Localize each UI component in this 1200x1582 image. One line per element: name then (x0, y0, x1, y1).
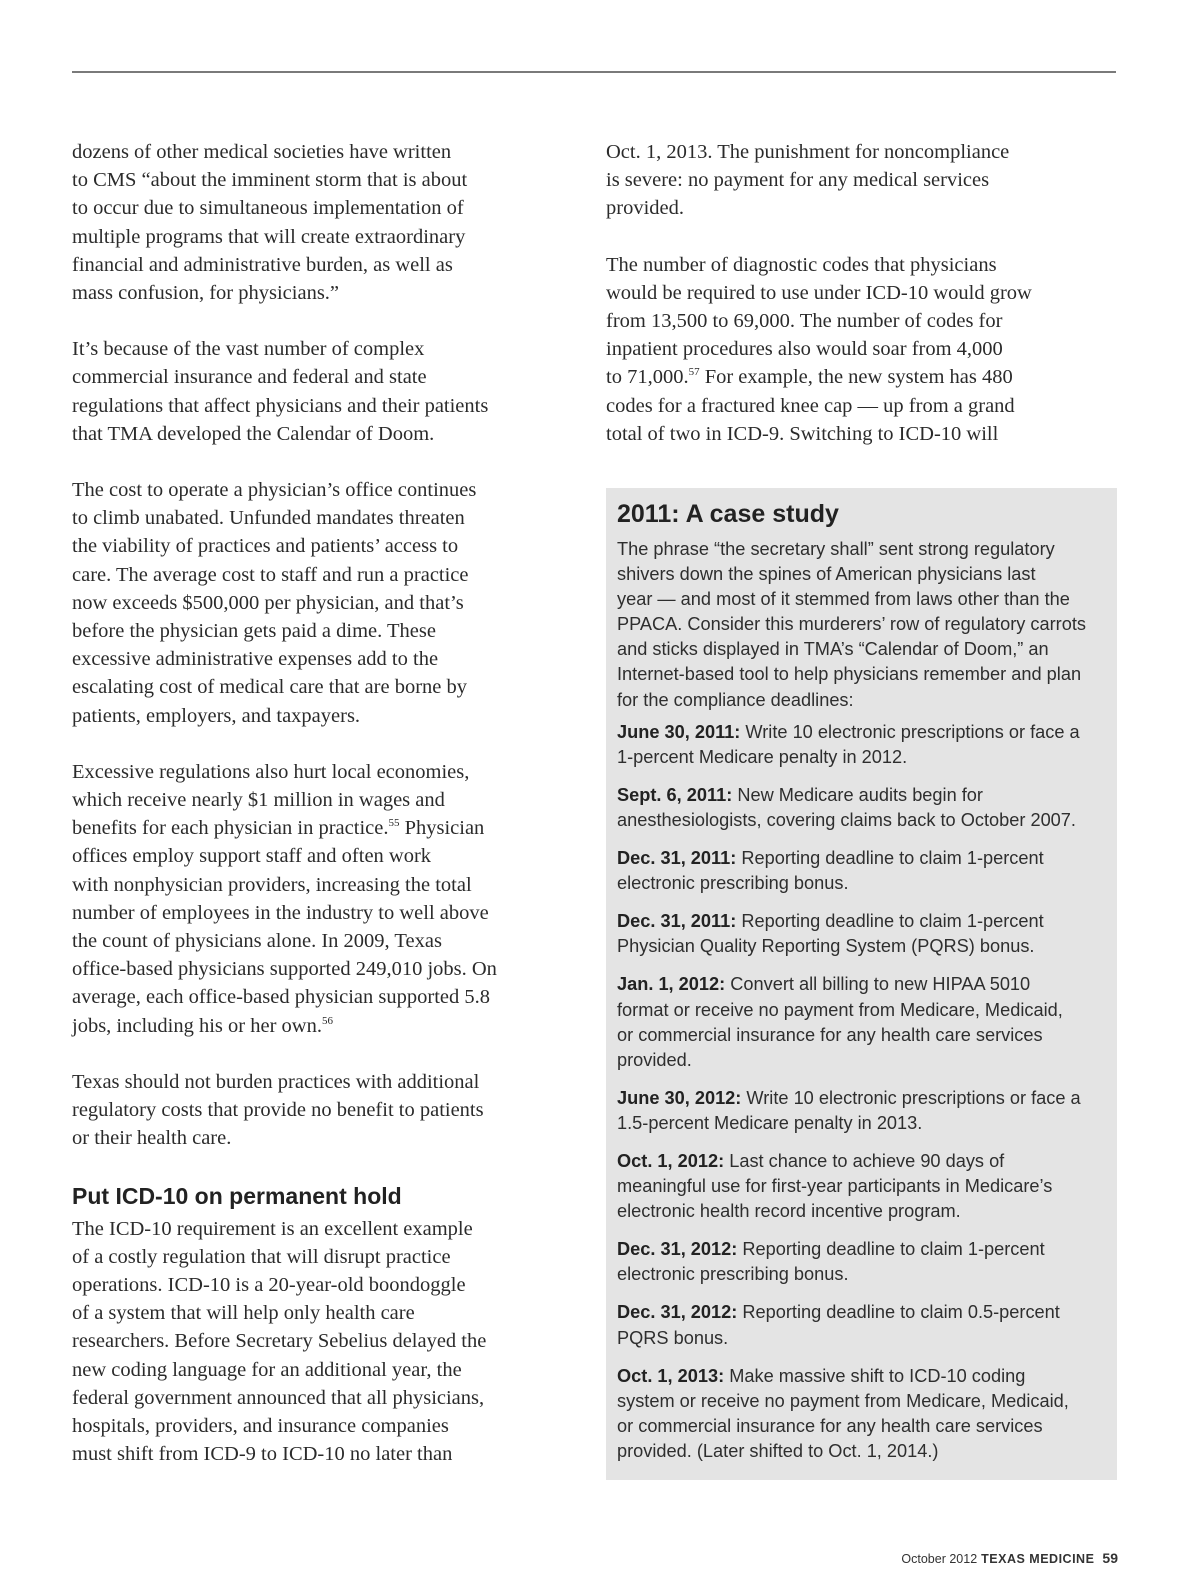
section-heading: Put ICD-10 on permanent hold (72, 1182, 402, 1209)
paragraph: dozens of other medical societies have written to CMS “about the imminent storm that is about to occur due to simultaneous implementation of multiple programs that will create extraordinary financial and administrative burden, as well as mass confusion, for physicians.” (72, 141, 468, 305)
paragraph-text: Physician offices employ support staff and often work with nonphysician providers, increasing the total number of employees in the industry to well above the count of physicians alone. In 2009, Texas office-based physicians supported 249,010 jobs. On average, each office-based physician supported 5.8 jobs, including his or her own. (72, 817, 497, 1037)
header-rule (72, 71, 1116, 73)
page-number: 59 (1102, 1550, 1118, 1566)
deadline-item (617, 1149, 1106, 1224)
deadline-date: June 30, 2011: (617, 721, 741, 742)
issue-date: October 2012 (901, 1552, 978, 1566)
deadline-date: Dec. 31, 2011: (617, 848, 737, 869)
deadline-item (617, 909, 1106, 959)
deadline-text: Write 10 electronic prescriptions or face a 1-percent Medicare penalty in 2012. (617, 721, 1080, 767)
deadline-text: Reporting deadline to claim 1-percent electronic prescribing bonus. (617, 848, 1044, 894)
deadline-item (617, 1237, 1106, 1287)
paragraph: Texas should not burden practices with additional regulatory costs that provide no benefit to patients or their health care. (72, 1070, 484, 1150)
deadline-text: New Medicare audits begin for anesthesiologists, covering claims back to October 2007. (617, 784, 1076, 830)
paragraph: Oct. 1, 2013. The punishment for noncompliance is severe: no payment for any medical services provided. (606, 141, 1010, 220)
deadline-text: Reporting deadline to claim 1-percent electronic prescribing bonus. (617, 1239, 1045, 1285)
deadline-date: Dec. 31, 2012: (617, 1239, 738, 1260)
footnote-ref: 55 (388, 817, 400, 830)
paragraph: It’s because of the vast number of complex commercial insurance and federal and state regulations that affect physicians and their patients that TMA developed the Calendar of Doom. (72, 338, 489, 445)
right-column (606, 138, 1076, 476)
deadline-date: Dec. 31, 2012: (617, 1302, 738, 1323)
deadline-item (617, 1364, 1106, 1464)
deadline-date: Oct. 1, 2012: (617, 1150, 725, 1171)
paragraph-text: Excessive regulations also hurt local economies, which receive nearly $1 million in wages and benefits for each physician in practice. (72, 760, 470, 840)
paragraph: The ICD-10 requirement is an excellent example of a costly regulation that will disrupt practice operations. ICD-10 is a 20-year-old boondoggle of a system that will help only health care researchers. Before Secretary Sebelius delayed the new coding language for an additional year, the federal government announced that all physicians, hospitals, providers, and insurance companies must shift from ICD-9 to ICD-10 no later than (72, 1217, 487, 1466)
paragraph-text: The number of diagnostic codes that physicians would be required to use under ICD-10 would grow from 13,500 to 69,000. The number of codes for inpatient procedures also would soar from 4,000 to 71,000. (606, 253, 1032, 389)
paragraph (606, 251, 1076, 448)
sidebar-title: 2011: A case study (617, 500, 839, 528)
sidebar-intro: The phrase “the secretary shall” sent strong regulatory shivers down the spines of American physicians last year — and most of it stemmed from laws other than the PPACA. Consider this murderers’ row of regulatory carrots and sticks displayed in TMA’s “Calendar of Doom,” an Internet-based tool to help physicians remember and plan for the compliance deadlines: (617, 539, 1086, 710)
deadline-item (617, 783, 1106, 833)
deadline-text: Write 10 electronic prescriptions or face a 1.5-percent Medicare penalty in 2013. (617, 1087, 1081, 1133)
deadline-text: Reporting deadline to claim 1-percent Physician Quality Reporting System (PQRS) bonus. (617, 911, 1044, 957)
paragraph: The cost to operate a physician’s office continues to climb unabated. Unfunded mandates threaten the viability of practices and patients’ access to care. The average cost to staff and run a practice now exceeds $500,000 per physician, and that’s before the physician gets paid a dime. These excessive administrative expenses add to the escalating cost of medical care that are borne by patients, employers, and taxpayers. (72, 479, 477, 727)
deadline-text: Last chance to achieve 90 days of meaningful use for first-year participants in Medicare’s electronic health record incentive program. (617, 1150, 1053, 1222)
deadline-date: Sept. 6, 2011: (617, 784, 733, 805)
deadline-item (617, 1086, 1106, 1136)
deadline-item (617, 1300, 1106, 1350)
paragraph-text: For example, the new system has 480 codes for a fractured knee cap — up from a grand total of two in ICD-9. Switching to ICD-10 will (606, 366, 1015, 445)
deadline-date: Oct. 1, 2013: (617, 1365, 725, 1386)
page-footer (901, 1550, 1118, 1566)
paragraph (72, 758, 542, 1040)
deadline-text: Convert all billing to new HIPAA 5010 format or receive no payment from Medicare, Medicaid, or commercial insurance for any health care services provided. (617, 974, 1063, 1070)
deadline-item (617, 720, 1106, 770)
magazine-name: TEXAS MEDICINE (981, 1552, 1095, 1566)
deadline-text: Make massive shift to ICD-10 coding system or receive no payment from Medicare, Medicaid, or commercial insurance for any health care services provided. (Later shifted to Oct. 1, 2014.) (617, 1365, 1069, 1461)
left-column (72, 138, 542, 1468)
deadline-item (617, 846, 1106, 896)
footnote-ref: 56 (321, 1014, 333, 1027)
deadline-text: Reporting deadline to claim 0.5-percent PQRS bonus. (617, 1302, 1060, 1348)
deadline-date: June 30, 2012: (617, 1087, 742, 1108)
footnote-ref: 57 (688, 366, 700, 379)
deadline-date: Dec. 31, 2011: (617, 911, 737, 932)
deadline-date: Jan. 1, 2012: (617, 974, 726, 995)
case-study-sidebar (606, 488, 1117, 1480)
deadline-item (617, 972, 1106, 1072)
